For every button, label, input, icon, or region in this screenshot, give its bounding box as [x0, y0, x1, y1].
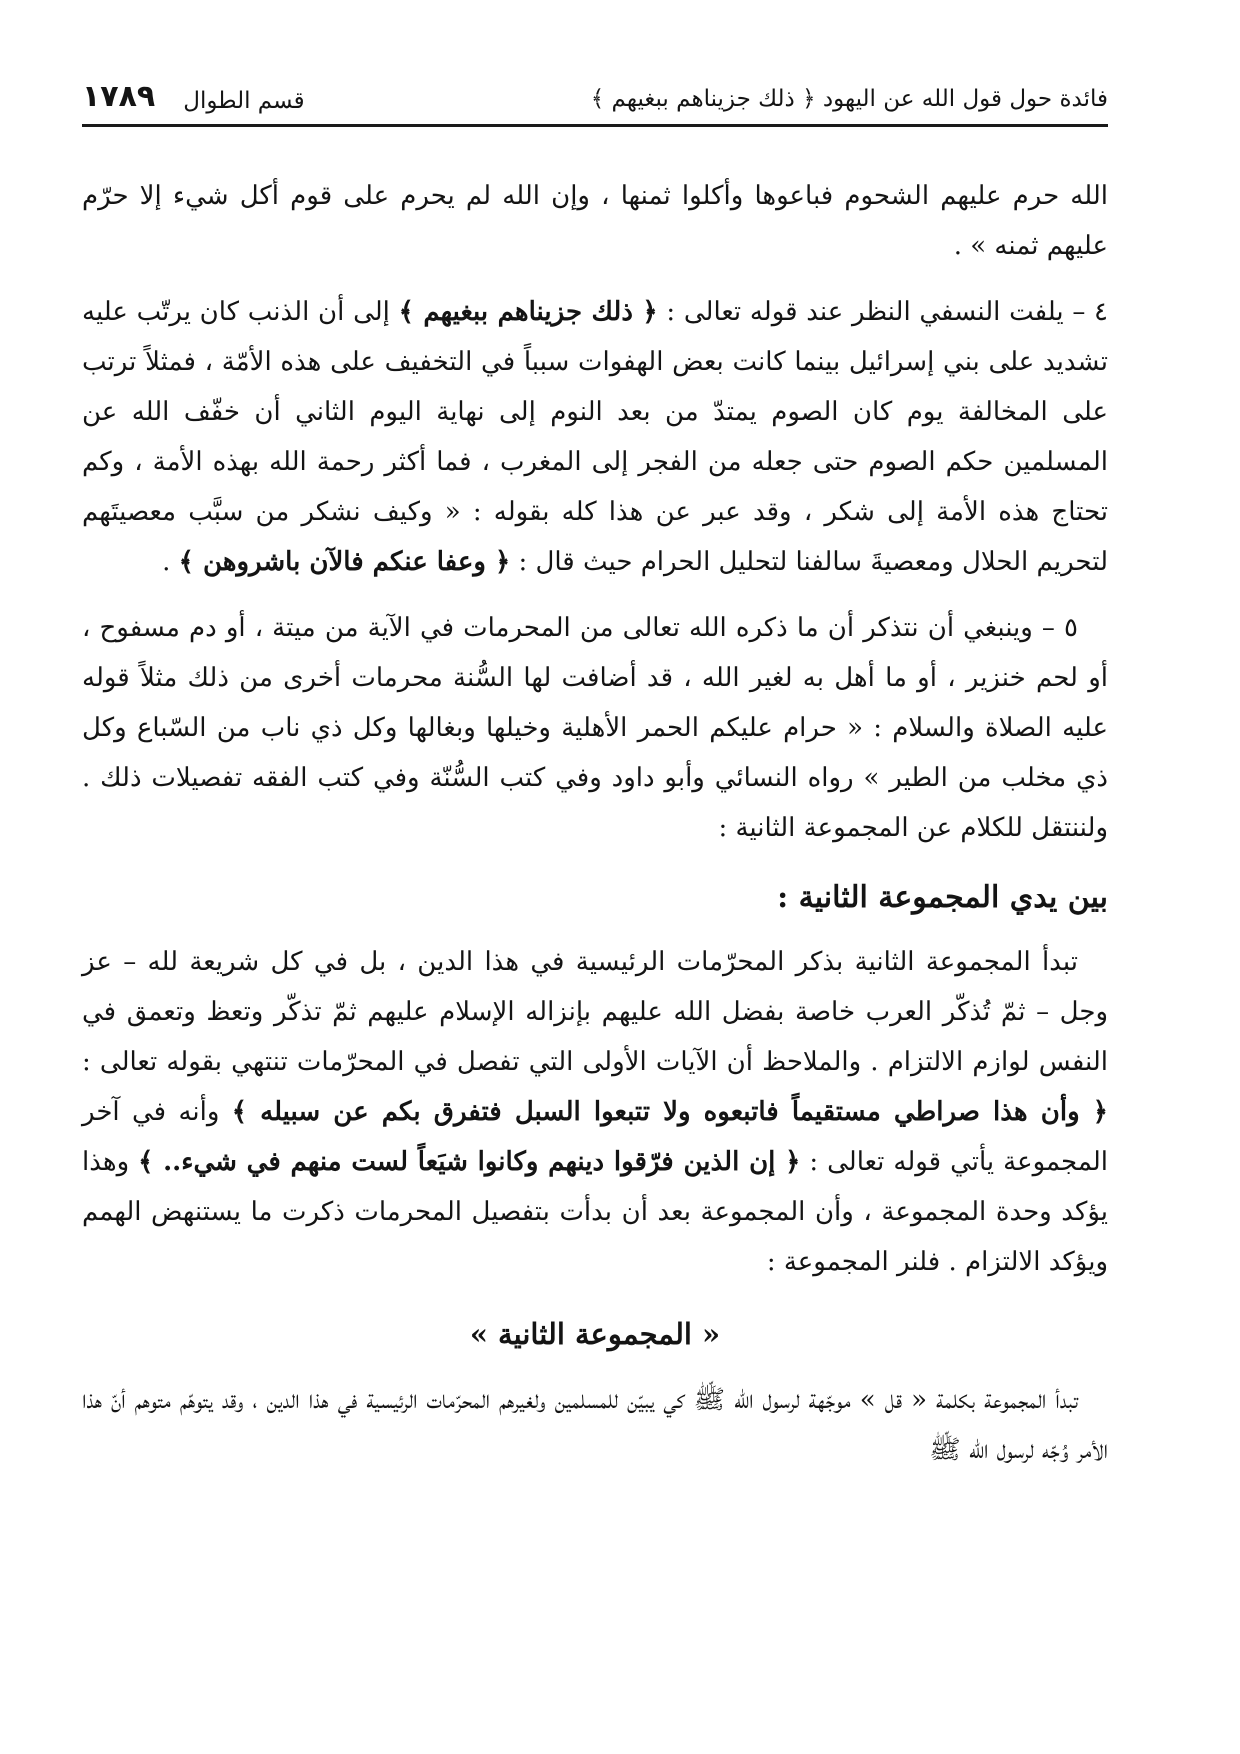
paragraph-4-lead: تبدأ المجموعة الثانية بذكر المحرّمات الرئيسية في هذا الدين ، بل في كل شريعة لله – عز وجل – ثمّ تُذكّر العرب خاصة بفضل الله عليهم بإنزاله الإسلام عليهم ثمّ تذكّر وتعظ وتعمق في النفس لوازم الالتزام . والملاحظ أن الآيات الأولى التي تفصل في المحرّمات تنتهي بقوله تعالى :: [82, 947, 1108, 1077]
paragraph-2-lead: ٤ – يلفت النسفي النظر عند قوله تعالى :: [666, 297, 1109, 327]
paragraph-2-body: إلى أن الذنب كان يرتّب عليه تشديد على بني إسرائيل بينما كانت بعض الهفوات سبباً في التخفيف على هذه الأمّة ، فمثلاً ترتب على المخالفة يوم كان الصوم يمتدّ من بعد النوم إلى نهاية اليوم الثاني أن خفّف الله عن المسلمين حكم الصوم حتى جعله من الفجر إلى المغرب ، فما أكثر رحمة الله بهذه الأمة ، وكم تحتاج هذه الأمة إلى شكر ، وقد عبر عن هذا كله بقوله : « وكيف نشكر من سبَّب معصيتَهم لتحريم الحلال ومعصيةَ سالفنا لتحليل الحرام حيث قال :: [82, 297, 1108, 577]
section-name: قسم الطوال: [183, 88, 305, 114]
book-page: [82, 52, 1108, 1732]
paragraph-1: [82, 171, 1108, 271]
quran-verse: ﴿ وأن هذا صراطي مستقيماً فاتبعوه ولا تتبعوا السبل فتفرق بكم عن سبيله ﴾: [231, 1097, 1108, 1127]
paragraph-3: [82, 603, 1108, 853]
paragraph-3-text: ٥ – وينبغي أن نتذكر أن ما ذكره الله تعالى من المحرمات في الآية من ميتة ، أو دم مسفوح ، أو لحم خنزير ، أو ما أهل به لغير الله ، قد أضافت لها السُّنة محرمات أخرى من ذلك مثلاً قوله عليه الصلاة والسلام : « حرام عليكم الحمر الأهلية وخيلها وبغالها وكل ذي ناب من السّباع وكل ذي مخلب من الطير » رواه النسائي وأبو داود وفي كتب السُّنّة وفي كتب الفقه تفصيلات ذلك . ولننتقل للكلام عن المجموعة الثانية :: [82, 613, 1108, 843]
paragraph-1-text: الله حرم عليهم الشحوم فباعوها وأكلوا ثمنها ، وإن الله لم يحرم على قوم أكل شيء إلا حرّم عليهم ثمنه » .: [82, 181, 1108, 261]
paragraph-2: [82, 287, 1108, 587]
page-number: ١٧٨٩: [82, 79, 156, 114]
quran-verse: ﴿ ذلك جزيناهم ببغيهم ﴾: [398, 297, 658, 327]
paragraph-5: [82, 1375, 1108, 1475]
paragraph-4-end: وهذا يؤكد وحدة المجموعة ، وأن المجموعة بعد أن بدأت بتفصيل المحرمات ذكرت ما يستنهض الهمم ويؤكد الالتزام . فلنر المجموعة :: [82, 1147, 1108, 1277]
paragraph-4-body: وأنه في آخر المجموعة يأتي قوله تعالى :: [82, 1097, 1109, 1177]
page-header: [82, 52, 1108, 127]
paragraph-4: [82, 937, 1108, 1287]
quran-verse: ﴿ إن الذين فرّقوا دينهم وكانوا شيَعاً لست منهم في شيء.. ﴾: [138, 1147, 801, 1177]
paragraph-2-end: .: [162, 547, 171, 577]
section-heading: بين يدي المجموعة الثانية :: [777, 880, 1108, 915]
section-and-page: [82, 79, 305, 114]
paragraph-5-text: تبدأ المجموعة بكلمة « قل » موجّهة لرسول الله ﷺ كي يبيّن للمسلمين ولغيرهم المحرّمات الرئيسية في هذا الدين ، وقد يتوهّم متوهم أنّ هذا الأمر وُجّه لرسول الله ﷺ: [82, 1385, 1108, 1465]
sub-heading: « المجموعة الثانية »: [469, 1317, 721, 1351]
page-body: [82, 171, 1108, 1475]
running-title: فائدة حول قول الله عن اليهود ﴿ ذلك جزيناهم ببغيهم ﴾: [590, 86, 1108, 113]
quran-verse: ﴿ وعفا عنكم فالآن باشروهن ﴾: [178, 547, 511, 577]
